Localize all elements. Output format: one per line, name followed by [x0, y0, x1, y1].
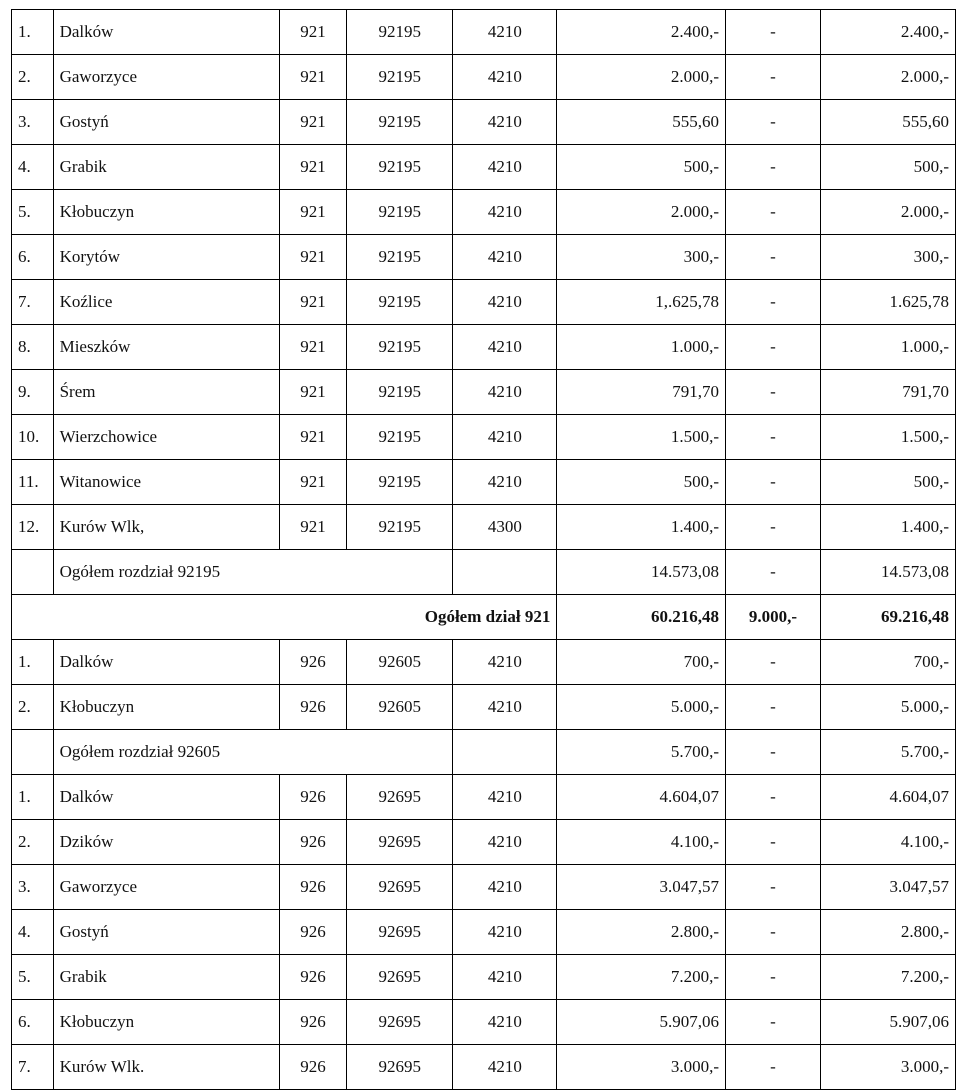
table-row	[12, 505, 956, 550]
table-row	[12, 775, 956, 820]
total-amount-total: 69.216,48	[820, 595, 955, 640]
paragraf-code: 4210	[453, 280, 557, 325]
row-number: 7.	[12, 280, 54, 325]
subtotal-empty	[453, 550, 557, 595]
table-row	[12, 280, 956, 325]
rozdzial-code: 92195	[347, 190, 453, 235]
amount-total: 3.000,-	[820, 1045, 955, 1090]
locality-name: Kurów Wlk.	[53, 1045, 279, 1090]
amount-total: 2.000,-	[820, 55, 955, 100]
table-row	[12, 1045, 956, 1090]
paragraf-code: 4210	[453, 325, 557, 370]
amount-2: -	[726, 685, 821, 730]
dzial-code: 921	[280, 325, 347, 370]
locality-name: Koźlice	[53, 280, 279, 325]
paragraf-code: 4210	[453, 1045, 557, 1090]
paragraf-code: 4210	[453, 190, 557, 235]
amount-total: 3.047,57	[820, 865, 955, 910]
budget-table	[11, 9, 956, 1090]
paragraf-code: 4210	[453, 145, 557, 190]
row-number: 2.	[12, 55, 54, 100]
amount-2: -	[726, 55, 821, 100]
table-row	[12, 685, 956, 730]
amount-2: -	[726, 10, 821, 55]
amount-2: -	[726, 415, 821, 460]
dzial-code: 921	[280, 100, 347, 145]
row-number: 1.	[12, 775, 54, 820]
locality-name: Korytów	[53, 235, 279, 280]
paragraf-code: 4210	[453, 640, 557, 685]
amount-1: 1.000,-	[557, 325, 726, 370]
locality-name: Gostyń	[53, 910, 279, 955]
row-number: 2.	[12, 685, 54, 730]
amount-1: 500,-	[557, 145, 726, 190]
subtotal-amount-2: -	[726, 730, 821, 775]
locality-name: Kurów Wlk,	[53, 505, 279, 550]
paragraf-code: 4210	[453, 415, 557, 460]
subtotal-amount-1: 14.573,08	[557, 550, 726, 595]
paragraf-code: 4210	[453, 820, 557, 865]
row-number: 4.	[12, 145, 54, 190]
rozdzial-code: 92195	[347, 10, 453, 55]
amount-2: -	[726, 100, 821, 145]
total-amount-1: 60.216,48	[557, 595, 726, 640]
amount-1: 5.907,06	[557, 1000, 726, 1045]
row-number: 4.	[12, 910, 54, 955]
dzial-code: 921	[280, 190, 347, 235]
row-number: 10.	[12, 415, 54, 460]
rozdzial-code: 92605	[347, 685, 453, 730]
rozdzial-code: 92195	[347, 280, 453, 325]
dzial-code: 926	[280, 1000, 347, 1045]
row-number: 8.	[12, 325, 54, 370]
table-row	[12, 10, 956, 55]
amount-1: 555,60	[557, 100, 726, 145]
amount-1: 1,.625,78	[557, 280, 726, 325]
amount-1: 4.100,-	[557, 820, 726, 865]
locality-name: Gaworzyce	[53, 55, 279, 100]
amount-2: -	[726, 955, 821, 1000]
amount-1: 3.047,57	[557, 865, 726, 910]
locality-name: Dalków	[53, 775, 279, 820]
total-row	[12, 595, 956, 640]
amount-total: 555,60	[820, 100, 955, 145]
subtotal-spacer	[12, 550, 54, 595]
amount-total: 2.400,-	[820, 10, 955, 55]
subtotal-row	[12, 730, 956, 775]
row-number: 9.	[12, 370, 54, 415]
row-number: 3.	[12, 100, 54, 145]
amount-2: -	[726, 1000, 821, 1045]
rozdzial-code: 92605	[347, 640, 453, 685]
row-number: 5.	[12, 190, 54, 235]
paragraf-code: 4210	[453, 100, 557, 145]
rozdzial-code: 92195	[347, 370, 453, 415]
amount-2: -	[726, 505, 821, 550]
dzial-code: 926	[280, 910, 347, 955]
paragraf-code: 4210	[453, 865, 557, 910]
amount-total: 5.907,06	[820, 1000, 955, 1045]
paragraf-code: 4210	[453, 1000, 557, 1045]
amount-2: -	[726, 820, 821, 865]
dzial-code: 921	[280, 10, 347, 55]
row-number: 2.	[12, 820, 54, 865]
amount-total: 1.625,78	[820, 280, 955, 325]
paragraf-code: 4210	[453, 10, 557, 55]
paragraf-code: 4210	[453, 955, 557, 1000]
amount-1: 5.000,-	[557, 685, 726, 730]
amount-2: -	[726, 280, 821, 325]
amount-total: 700,-	[820, 640, 955, 685]
locality-name: Mieszków	[53, 325, 279, 370]
amount-2: -	[726, 190, 821, 235]
subtotal-label: Ogółem rozdział 92195	[53, 550, 453, 595]
rozdzial-code: 92695	[347, 955, 453, 1000]
subtotal-empty	[453, 730, 557, 775]
amount-total: 500,-	[820, 460, 955, 505]
locality-name: Gaworzyce	[53, 865, 279, 910]
row-number: 12.	[12, 505, 54, 550]
rozdzial-code: 92195	[347, 325, 453, 370]
locality-name: Kłobuczyn	[53, 685, 279, 730]
subtotal-amount-total: 5.700,-	[820, 730, 955, 775]
amount-2: -	[726, 235, 821, 280]
total-amount-2: 9.000,-	[726, 595, 821, 640]
rozdzial-code: 92695	[347, 865, 453, 910]
amount-total: 1.000,-	[820, 325, 955, 370]
amount-total: 2.800,-	[820, 910, 955, 955]
dzial-code: 926	[280, 775, 347, 820]
amount-1: 1.500,-	[557, 415, 726, 460]
rozdzial-code: 92195	[347, 55, 453, 100]
amount-1: 3.000,-	[557, 1045, 726, 1090]
subtotal-amount-2: -	[726, 550, 821, 595]
total-label: Ogółem dział 921	[12, 595, 557, 640]
table-row	[12, 370, 956, 415]
row-number: 3.	[12, 865, 54, 910]
dzial-code: 926	[280, 640, 347, 685]
amount-2: -	[726, 325, 821, 370]
subtotal-amount-total: 14.573,08	[820, 550, 955, 595]
locality-name: Dalków	[53, 640, 279, 685]
table-row	[12, 910, 956, 955]
rozdzial-code: 92195	[347, 460, 453, 505]
table-row	[12, 640, 956, 685]
rozdzial-code: 92195	[347, 100, 453, 145]
amount-2: -	[726, 775, 821, 820]
dzial-code: 926	[280, 865, 347, 910]
table-row	[12, 955, 956, 1000]
amount-1: 300,-	[557, 235, 726, 280]
amount-1: 7.200,-	[557, 955, 726, 1000]
dzial-code: 921	[280, 505, 347, 550]
locality-name: Gostyń	[53, 100, 279, 145]
dzial-code: 926	[280, 685, 347, 730]
table-row	[12, 190, 956, 235]
paragraf-code: 4210	[453, 55, 557, 100]
amount-total: 7.200,-	[820, 955, 955, 1000]
row-number: 6.	[12, 1000, 54, 1045]
amount-total: 791,70	[820, 370, 955, 415]
dzial-code: 921	[280, 460, 347, 505]
subtotal-row	[12, 550, 956, 595]
paragraf-code: 4300	[453, 505, 557, 550]
subtotal-amount-1: 5.700,-	[557, 730, 726, 775]
amount-1: 2.800,-	[557, 910, 726, 955]
table-row	[12, 55, 956, 100]
table-row	[12, 100, 956, 145]
paragraf-code: 4210	[453, 235, 557, 280]
table-row	[12, 145, 956, 190]
rozdzial-code: 92695	[347, 1000, 453, 1045]
table-row	[12, 1000, 956, 1045]
dzial-code: 921	[280, 370, 347, 415]
rozdzial-code: 92195	[347, 145, 453, 190]
amount-1: 791,70	[557, 370, 726, 415]
amount-2: -	[726, 865, 821, 910]
dzial-code: 926	[280, 820, 347, 865]
row-number: 1.	[12, 640, 54, 685]
rozdzial-code: 92695	[347, 775, 453, 820]
subtotal-label: Ogółem rozdział 92605	[53, 730, 453, 775]
row-number: 6.	[12, 235, 54, 280]
locality-name: Kłobuczyn	[53, 1000, 279, 1045]
amount-2: -	[726, 460, 821, 505]
table-row	[12, 235, 956, 280]
paragraf-code: 4210	[453, 370, 557, 415]
dzial-code: 921	[280, 280, 347, 325]
amount-total: 500,-	[820, 145, 955, 190]
amount-total: 2.000,-	[820, 190, 955, 235]
amount-total: 1.500,-	[820, 415, 955, 460]
dzial-code: 921	[280, 415, 347, 460]
row-number: 5.	[12, 955, 54, 1000]
amount-1: 2.000,-	[557, 55, 726, 100]
amount-2: -	[726, 1045, 821, 1090]
rozdzial-code: 92195	[347, 505, 453, 550]
rozdzial-code: 92195	[347, 235, 453, 280]
dzial-code: 926	[280, 1045, 347, 1090]
rozdzial-code: 92695	[347, 1045, 453, 1090]
locality-name: Grabik	[53, 145, 279, 190]
amount-2: -	[726, 370, 821, 415]
subtotal-spacer	[12, 730, 54, 775]
amount-1: 500,-	[557, 460, 726, 505]
dzial-code: 926	[280, 955, 347, 1000]
paragraf-code: 4210	[453, 460, 557, 505]
table-row	[12, 325, 956, 370]
locality-name: Kłobuczyn	[53, 190, 279, 235]
table-row	[12, 460, 956, 505]
amount-2: -	[726, 145, 821, 190]
locality-name: Witanowice	[53, 460, 279, 505]
amount-total: 1.400,-	[820, 505, 955, 550]
amount-1: 700,-	[557, 640, 726, 685]
dzial-code: 921	[280, 235, 347, 280]
table-row	[12, 865, 956, 910]
rozdzial-code: 92695	[347, 820, 453, 865]
amount-2: -	[726, 910, 821, 955]
amount-1: 2.000,-	[557, 190, 726, 235]
locality-name: Śrem	[53, 370, 279, 415]
paragraf-code: 4210	[453, 910, 557, 955]
locality-name: Dzików	[53, 820, 279, 865]
amount-1: 2.400,-	[557, 10, 726, 55]
amount-total: 300,-	[820, 235, 955, 280]
amount-1: 1.400,-	[557, 505, 726, 550]
amount-total: 4.100,-	[820, 820, 955, 865]
table-body	[12, 10, 956, 1090]
locality-name: Wierzchowice	[53, 415, 279, 460]
row-number: 1.	[12, 10, 54, 55]
table-row	[12, 415, 956, 460]
amount-total: 4.604,07	[820, 775, 955, 820]
row-number: 11.	[12, 460, 54, 505]
row-number: 7.	[12, 1045, 54, 1090]
dzial-code: 921	[280, 55, 347, 100]
rozdzial-code: 92695	[347, 910, 453, 955]
locality-name: Dalków	[53, 10, 279, 55]
paragraf-code: 4210	[453, 775, 557, 820]
dzial-code: 921	[280, 145, 347, 190]
rozdzial-code: 92195	[347, 415, 453, 460]
table-row	[12, 820, 956, 865]
paragraf-code: 4210	[453, 685, 557, 730]
locality-name: Grabik	[53, 955, 279, 1000]
amount-1: 4.604,07	[557, 775, 726, 820]
amount-total: 5.000,-	[820, 685, 955, 730]
amount-2: -	[726, 640, 821, 685]
